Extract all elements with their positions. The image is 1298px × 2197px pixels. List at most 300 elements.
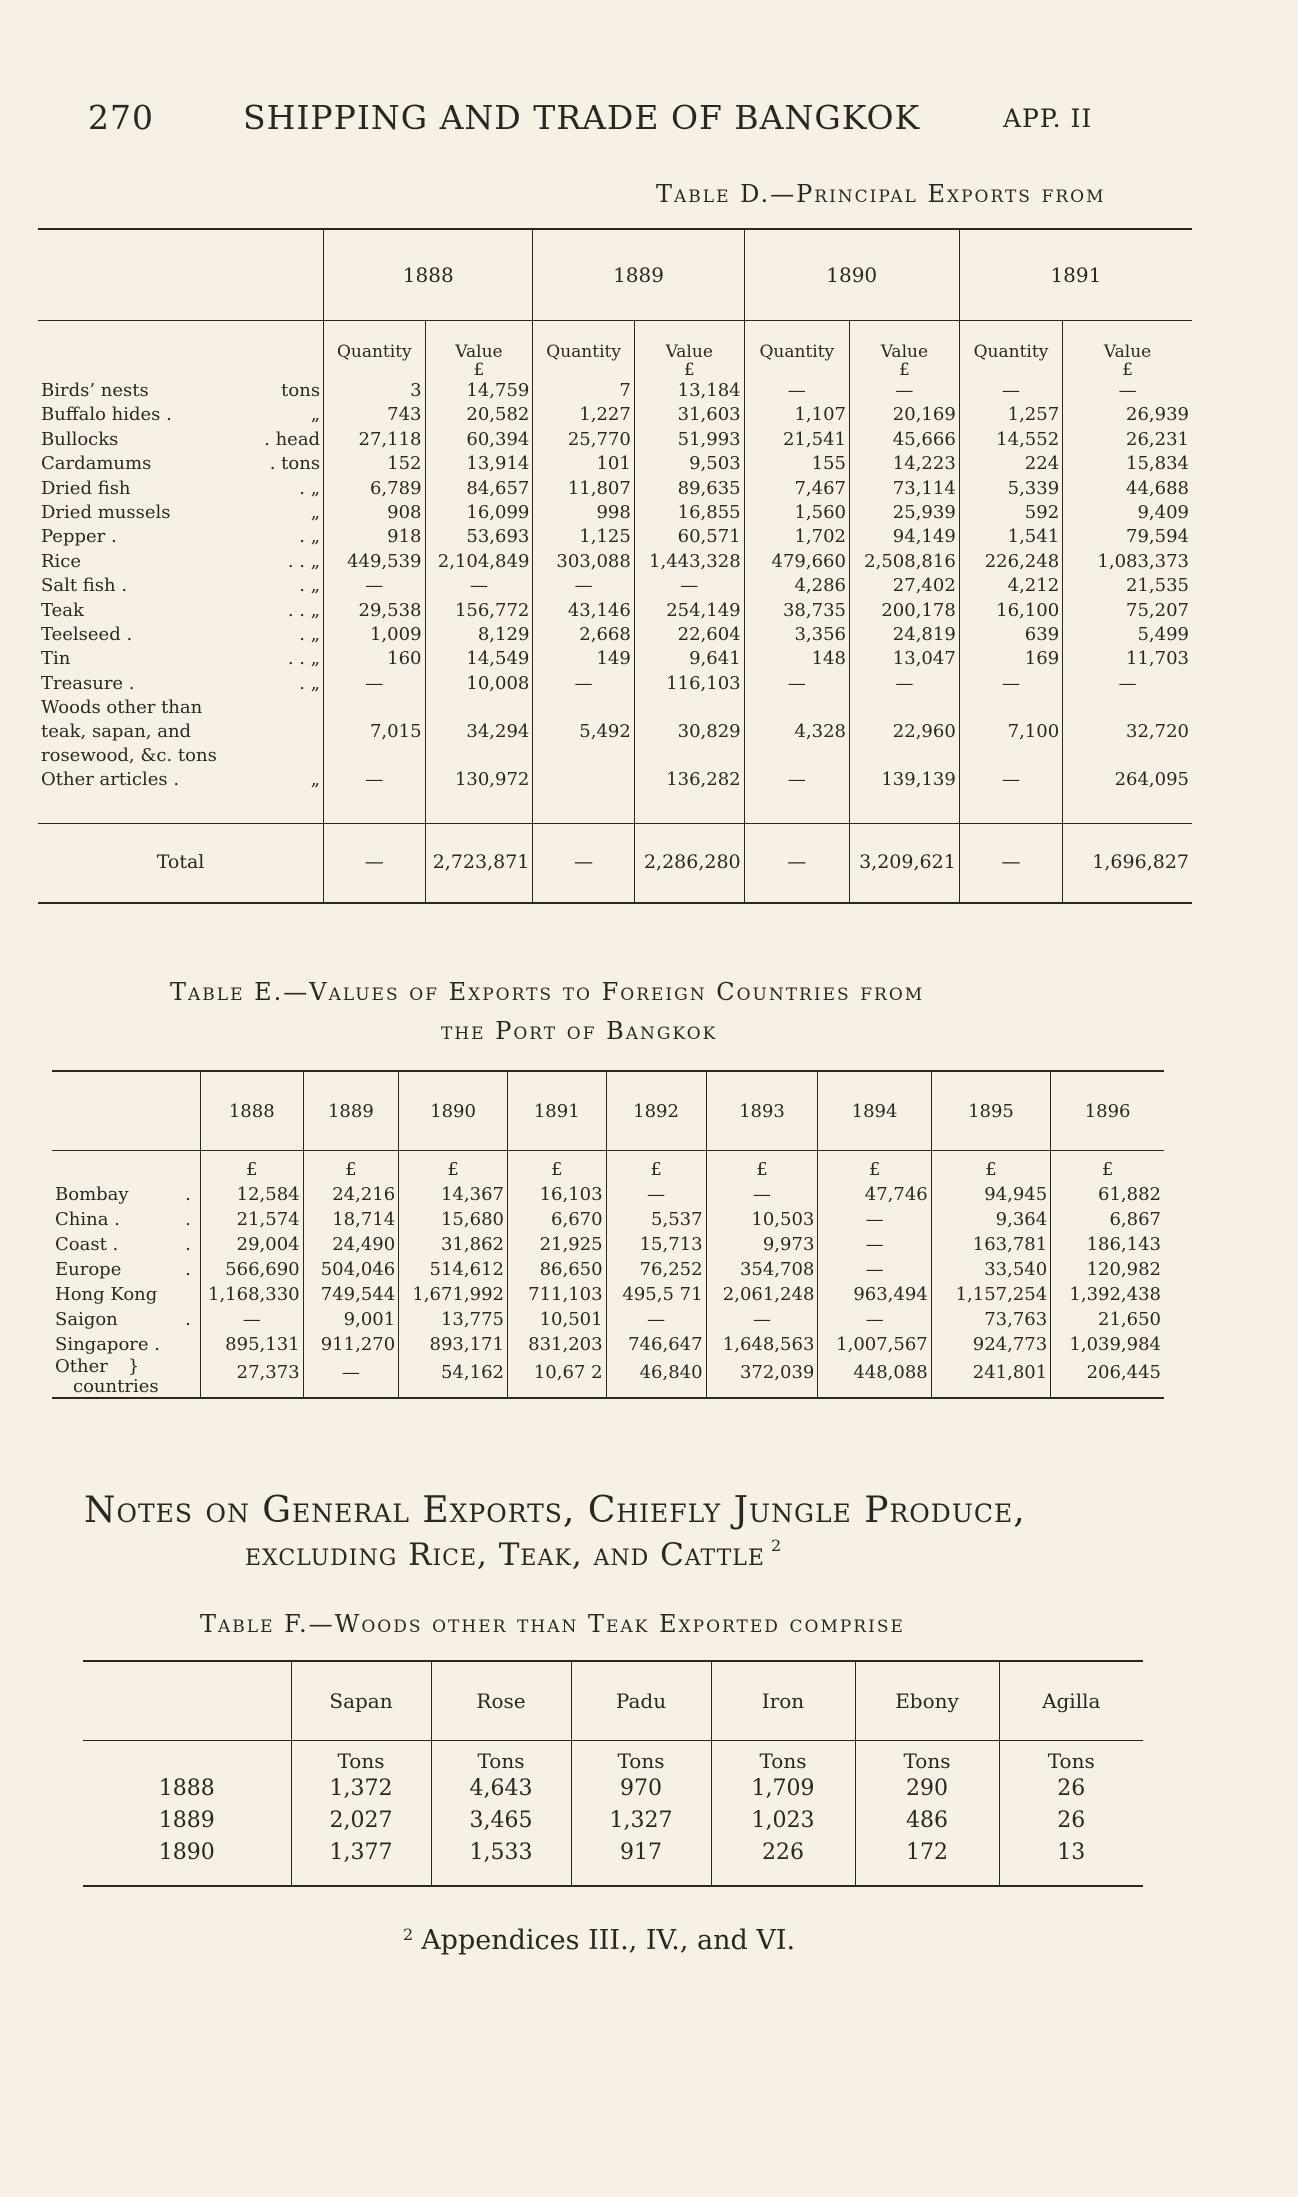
quantity-cell: 5,339 [959, 477, 1062, 501]
quantity-cell: — [533, 823, 634, 903]
value-cell: — [818, 1307, 931, 1332]
value-cell: 10,503 [706, 1207, 818, 1232]
currency-symbol: £ [303, 1151, 399, 1183]
value-cell: 831,203 [507, 1332, 606, 1357]
value-cell: 2,061,248 [706, 1282, 818, 1307]
table-row [83, 1805, 1143, 1837]
value-cell: — [706, 1307, 818, 1332]
commodity-name: Rice [41, 550, 82, 572]
unit-label: . . „ [287, 550, 321, 572]
unit-label: Tons [855, 1741, 999, 1774]
table-row [38, 477, 1192, 501]
value-cell: 94,945 [931, 1182, 1050, 1207]
value-cell: 73,763 [931, 1307, 1050, 1332]
row-label: Woods other than teak, sapan, and rosewood, &c. tons [41, 697, 217, 767]
value-cell: 29,004 [200, 1232, 303, 1257]
commodity-name: Teak [41, 599, 84, 621]
table-row [38, 574, 1192, 598]
tons-cell: 970 [571, 1773, 711, 1805]
value-cell: 14,759 [425, 379, 533, 403]
column-header-row [38, 321, 1192, 380]
quantity-cell: — [959, 823, 1062, 903]
currency-symbol: £ [507, 1151, 606, 1183]
value-cell: 22,960 [849, 696, 959, 768]
value-cell: 16,855 [634, 501, 744, 525]
quantity-cell: 2,668 [533, 623, 634, 647]
wood-column-header: Agilla [999, 1661, 1143, 1741]
table-row [52, 1182, 1164, 1207]
quantity-cell: 3,356 [744, 623, 849, 647]
value-cell: 116,103 [634, 672, 744, 696]
value-cell: 15,713 [606, 1232, 706, 1257]
unit-label: Tons [291, 1741, 431, 1774]
value-cell: — [303, 1357, 399, 1398]
year-header: 1888 [200, 1071, 303, 1151]
country-label: Europe . [55, 1259, 191, 1280]
table-f-caption: Table F.—Woods other than Teak Exported comprise [200, 1610, 905, 1638]
table-row [83, 1837, 1143, 1886]
year-header: 1889 [303, 1071, 399, 1151]
other-articles-row [38, 768, 1192, 792]
currency-symbol: £ [706, 1151, 818, 1183]
table-row [52, 1357, 1164, 1398]
quantity-cell: — [744, 768, 849, 792]
value-cell: 25,939 [849, 501, 959, 525]
value-cell: 89,635 [634, 477, 744, 501]
notes-subheading: excluding Rice, Teak, and Cattle $^2$ [245, 1536, 783, 1573]
year-header: 1896 [1051, 1071, 1164, 1151]
value-cell: 749,544 [303, 1282, 399, 1307]
unit-label: „ [310, 769, 321, 791]
table-row [52, 1307, 1164, 1332]
value-cell: 32,720 [1063, 696, 1192, 768]
value-cell: 6,867 [1051, 1207, 1164, 1232]
value-cell: 9,001 [303, 1307, 399, 1332]
quantity-cell: — [533, 672, 634, 696]
value-cell: 15,680 [399, 1207, 508, 1232]
commodity-name: Treasure . [41, 672, 135, 694]
commodity-name: Cardamums [41, 453, 152, 475]
value-cell: 47,746 [818, 1182, 931, 1207]
value-cell: — [1063, 672, 1192, 696]
quantity-cell: 918 [324, 525, 425, 549]
year-header: 1894 [818, 1071, 931, 1151]
value-header: Value £ [425, 321, 533, 380]
tons-cell: 3,465 [431, 1805, 571, 1837]
quantity-cell: 479,660 [744, 550, 849, 574]
table-row [52, 1257, 1164, 1282]
country-label: Coast . . [55, 1234, 191, 1255]
row-label [38, 550, 324, 574]
quantity-cell: 169 [959, 647, 1062, 671]
commodity-name: Bullocks [41, 428, 119, 450]
row-label [38, 599, 324, 623]
wood-column-header: Iron [711, 1661, 855, 1741]
commodity-name: Salt fish . [41, 575, 128, 597]
table-d-caption: Table D.—Principal Exports from [656, 180, 1106, 208]
value-cell: 1,392,438 [1051, 1282, 1164, 1307]
currency-symbol: £ [1051, 1151, 1164, 1183]
row-label [38, 647, 324, 671]
value-cell: 136,282 [634, 768, 744, 792]
value-cell: 1,443,328 [634, 550, 744, 574]
value-cell: 9,364 [931, 1207, 1050, 1232]
value-cell: 27,373 [200, 1357, 303, 1398]
value-cell: 12,584 [200, 1182, 303, 1207]
value-cell: 14,223 [849, 452, 959, 476]
value-cell: 44,688 [1063, 477, 1192, 501]
table-f [83, 1660, 1143, 1887]
quantity-cell: 5,492 [533, 696, 634, 768]
quantity-cell: 449,539 [324, 550, 425, 574]
footnote [403, 1925, 795, 1956]
value-cell: 24,819 [849, 623, 959, 647]
wood-column-header: Rose [431, 1661, 571, 1741]
value-cell: 963,494 [818, 1282, 931, 1307]
row-label [38, 672, 324, 696]
unit-label: . „ [299, 477, 321, 499]
table-row [38, 452, 1192, 476]
table-row [38, 623, 1192, 647]
value-cell: 1,671,992 [399, 1282, 508, 1307]
table-row [38, 501, 1192, 525]
quantity-cell: 160 [324, 647, 425, 671]
value-cell: 53,693 [425, 525, 533, 549]
table-row [38, 379, 1192, 403]
table-row [52, 1232, 1164, 1257]
value-cell: — [849, 672, 959, 696]
unit-label: „ [310, 404, 321, 426]
table-row [38, 403, 1192, 427]
quantity-cell: 38,735 [744, 599, 849, 623]
unit-label: Tons [711, 1741, 855, 1774]
value-cell: 15,834 [1063, 452, 1192, 476]
quantity-cell: 908 [324, 501, 425, 525]
value-cell: — [606, 1307, 706, 1332]
value-cell: 10,501 [507, 1307, 606, 1332]
quantity-cell: 43,146 [533, 599, 634, 623]
value-cell: 514,612 [399, 1257, 508, 1282]
commodity-name: Tin [41, 648, 71, 670]
year-header: 1893 [706, 1071, 818, 1151]
value-cell: — [849, 379, 959, 403]
value-cell: 2,723,871 [425, 823, 533, 903]
country-label: China . . [55, 1209, 191, 1230]
value-cell: 31,862 [399, 1232, 508, 1257]
value-cell: 2,508,816 [849, 550, 959, 574]
tons-cell: 1,377 [291, 1837, 431, 1886]
value-cell: — [1063, 379, 1192, 403]
appendix-label: APP. II [1003, 104, 1093, 133]
unit-label: . . „ [287, 599, 321, 621]
quantity-cell: 7 [533, 379, 634, 403]
country-label: Bombay . [55, 1184, 191, 1205]
quantity-cell: — [744, 823, 849, 903]
tons-cell: 486 [855, 1805, 999, 1837]
unit-row [83, 1741, 1143, 1774]
quantity-cell: 27,118 [324, 428, 425, 452]
woods-row [38, 696, 1192, 768]
quantity-cell: 7,467 [744, 477, 849, 501]
value-cell: 10,008 [425, 672, 533, 696]
tons-cell: 172 [855, 1837, 999, 1886]
quantity-cell: 592 [959, 501, 1062, 525]
value-cell: 13,914 [425, 452, 533, 476]
value-cell: 504,046 [303, 1257, 399, 1282]
value-cell: 14,549 [425, 647, 533, 671]
value-cell: 200,178 [849, 599, 959, 623]
tons-cell: 13 [999, 1837, 1143, 1886]
value-cell: 206,445 [1051, 1357, 1164, 1398]
value-cell: 26,231 [1063, 428, 1192, 452]
tons-cell: 1,327 [571, 1805, 711, 1837]
tons-cell: 2,027 [291, 1805, 431, 1837]
value-cell: 13,775 [399, 1307, 508, 1332]
value-cell: 16,103 [507, 1182, 606, 1207]
value-cell: 130,972 [425, 768, 533, 792]
value-cell: 84,657 [425, 477, 533, 501]
year-label: 1888 [158, 1776, 215, 1801]
quantity-cell: — [959, 672, 1062, 696]
value-cell: 24,490 [303, 1232, 399, 1257]
value-cell: 22,604 [634, 623, 744, 647]
value-cell: 120,982 [1051, 1257, 1164, 1282]
quantity-cell: 7,100 [959, 696, 1062, 768]
value-cell: 45,666 [849, 428, 959, 452]
year-header: 1889 [533, 229, 744, 321]
value-cell: 73,114 [849, 477, 959, 501]
year-header: 1888 [324, 229, 533, 321]
value-cell: 264,095 [1063, 768, 1192, 792]
value-cell: 20,582 [425, 403, 533, 427]
year-header-row [38, 229, 1192, 321]
table-e [52, 1070, 1164, 1399]
value-cell: 46,840 [606, 1357, 706, 1398]
table-row [38, 672, 1192, 696]
year-header-row [52, 1071, 1164, 1151]
value-cell: 51,993 [634, 428, 744, 452]
value-cell: 372,039 [706, 1357, 818, 1398]
quantity-cell: — [959, 379, 1062, 403]
value-cell: — [818, 1257, 931, 1282]
table-row [38, 647, 1192, 671]
value-cell: 76,252 [606, 1257, 706, 1282]
row-label [38, 428, 324, 452]
quantity-cell: 29,538 [324, 599, 425, 623]
value-cell: 911,270 [303, 1332, 399, 1357]
value-cell: 27,402 [849, 574, 959, 598]
value-cell: 79,594 [1063, 525, 1192, 549]
value-header: Value £ [634, 321, 744, 380]
value-header: Value £ [849, 321, 959, 380]
quantity-cell: — [324, 768, 425, 792]
commodity-name: Pepper . [41, 526, 117, 548]
value-cell: 354,708 [706, 1257, 818, 1282]
row-label [38, 623, 324, 647]
quantity-header: Quantity [744, 321, 849, 380]
value-cell: 1,083,373 [1063, 550, 1192, 574]
quantity-cell: 743 [324, 403, 425, 427]
quantity-cell: 149 [533, 647, 634, 671]
quantity-cell: 1,125 [533, 525, 634, 549]
value-cell: 1,168,330 [200, 1282, 303, 1307]
quantity-cell: 4,328 [744, 696, 849, 768]
value-cell: 60,394 [425, 428, 533, 452]
value-cell: 163,781 [931, 1232, 1050, 1257]
table-row [52, 1207, 1164, 1232]
quantity-cell: 639 [959, 623, 1062, 647]
quantity-cell: 152 [324, 452, 425, 476]
quantity-cell: — [324, 574, 425, 598]
value-cell: 895,131 [200, 1332, 303, 1357]
value-cell: 21,925 [507, 1232, 606, 1257]
unit-label: Tons [999, 1741, 1143, 1774]
value-cell: 86,650 [507, 1257, 606, 1282]
table-e-caption-line1: Table E.—Values of Exports to Foreign Countries from [170, 978, 925, 1006]
commodity-name: Dried fish [41, 477, 131, 499]
value-cell: 6,670 [507, 1207, 606, 1232]
value-cell: 20,169 [849, 403, 959, 427]
table-row [52, 1332, 1164, 1357]
tons-cell: 1,372 [291, 1773, 431, 1805]
unit-label: . „ [299, 672, 321, 694]
value-cell: 33,540 [931, 1257, 1050, 1282]
quantity-header: Quantity [533, 321, 634, 380]
quantity-cell: 4,286 [744, 574, 849, 598]
commodity-name: Dried mussels [41, 502, 171, 524]
unit-label: . . „ [287, 648, 321, 670]
value-cell: 1,039,984 [1051, 1332, 1164, 1357]
unit-label: . „ [299, 526, 321, 548]
table-row [38, 599, 1192, 623]
value-cell: 241,801 [931, 1357, 1050, 1398]
value-cell: 1,696,827 [1063, 823, 1192, 903]
quantity-cell: — [744, 379, 849, 403]
value-cell: 1,648,563 [706, 1332, 818, 1357]
quantity-cell: 25,770 [533, 428, 634, 452]
tons-cell: 1,533 [431, 1837, 571, 1886]
country-label: Saigon . [55, 1309, 191, 1330]
value-cell: 5,499 [1063, 623, 1192, 647]
quantity-cell: 148 [744, 647, 849, 671]
value-cell: 13,184 [634, 379, 744, 403]
row-label [38, 823, 324, 903]
country-label: Singapore . [55, 1334, 160, 1355]
value-cell: 186,143 [1051, 1232, 1164, 1257]
tons-cell: 4,643 [431, 1773, 571, 1805]
table-d [38, 228, 1192, 904]
quantity-cell: 224 [959, 452, 1062, 476]
currency-symbol: £ [399, 1151, 508, 1183]
quantity-cell: — [324, 823, 425, 903]
quantity-header: Quantity [324, 321, 425, 380]
value-cell: 94,149 [849, 525, 959, 549]
year-header: 1890 [744, 229, 959, 321]
brace: } [127, 1356, 140, 1377]
currency-row [52, 1151, 1164, 1183]
table-row [38, 428, 1192, 452]
tons-cell: 1,709 [711, 1773, 855, 1805]
year-header: 1891 [959, 229, 1192, 321]
unit-label: . „ [299, 624, 321, 646]
tons-cell: 26 [999, 1805, 1143, 1837]
year-header: 1891 [507, 1071, 606, 1151]
unit-label: . tons [269, 453, 321, 475]
value-cell: — [634, 574, 744, 598]
quantity-cell: 1,702 [744, 525, 849, 549]
value-cell: 3,209,621 [849, 823, 959, 903]
quantity-cell: 226,248 [959, 550, 1062, 574]
quantity-cell: 14,552 [959, 428, 1062, 452]
country-label: Hong Kong [55, 1284, 158, 1305]
value-cell: 139,139 [849, 768, 959, 792]
quantity-cell: 3 [324, 379, 425, 403]
quantity-cell: 1,257 [959, 403, 1062, 427]
value-cell: 566,690 [200, 1257, 303, 1282]
value-cell: 26,939 [1063, 403, 1192, 427]
row-label [38, 768, 324, 792]
value-cell: 746,647 [606, 1332, 706, 1357]
footnote-marker: 2 [403, 1925, 414, 1944]
row-label [38, 574, 324, 598]
commodity-name: Birds’ nests [41, 380, 149, 401]
value-cell: 156,772 [425, 599, 533, 623]
tons-cell: 226 [711, 1837, 855, 1886]
value-cell: 495,5 71 [606, 1282, 706, 1307]
value-cell: 9,641 [634, 647, 744, 671]
running-title: SHIPPING AND TRADE OF BANGKOK [243, 98, 921, 137]
quantity-cell: — [959, 768, 1062, 792]
commodity-name: Total [156, 851, 205, 874]
row-label [38, 379, 324, 403]
quantity-cell: 1,560 [744, 501, 849, 525]
value-cell: — [818, 1232, 931, 1257]
notes-heading: Notes on General Exports, Chiefly Jungle Produce, [84, 1490, 1026, 1531]
quantity-cell: 7,015 [324, 696, 425, 768]
table-e-caption-line2: the Port of Bangkok [441, 1017, 718, 1045]
commodity-name: Teelseed . [41, 624, 133, 646]
table-row [38, 550, 1192, 574]
country-label: Other } countries [55, 1356, 159, 1397]
unit-label: Tons [431, 1741, 571, 1774]
value-cell: — [425, 574, 533, 598]
quantity-cell: 1,541 [959, 525, 1062, 549]
quantity-cell: — [533, 574, 634, 598]
value-cell: 5,537 [606, 1207, 706, 1232]
value-cell: 2,286,280 [634, 823, 744, 903]
total-row [38, 823, 1192, 903]
unit-label: Tons [571, 1741, 711, 1774]
footnote-text: Appendices III., IV., and VI. [421, 1925, 796, 1956]
value-cell: 1,007,567 [818, 1332, 931, 1357]
value-cell: 11,703 [1063, 647, 1192, 671]
value-cell: 30,829 [634, 696, 744, 768]
value-cell: 21,535 [1063, 574, 1192, 598]
value-header: Value £ [1063, 321, 1192, 380]
value-cell: 34,294 [425, 696, 533, 768]
value-cell: 61,882 [1051, 1182, 1164, 1207]
footnote-ref: 2 [770, 1536, 783, 1555]
quantity-cell: 1,009 [324, 623, 425, 647]
row-label [38, 501, 324, 525]
value-cell: 31,603 [634, 403, 744, 427]
unit-label: . „ [299, 575, 321, 597]
row-label [38, 477, 324, 501]
quantity-cell: 101 [533, 452, 634, 476]
value-cell: 9,973 [706, 1232, 818, 1257]
table-row [52, 1282, 1164, 1307]
value-cell: 21,574 [200, 1207, 303, 1232]
